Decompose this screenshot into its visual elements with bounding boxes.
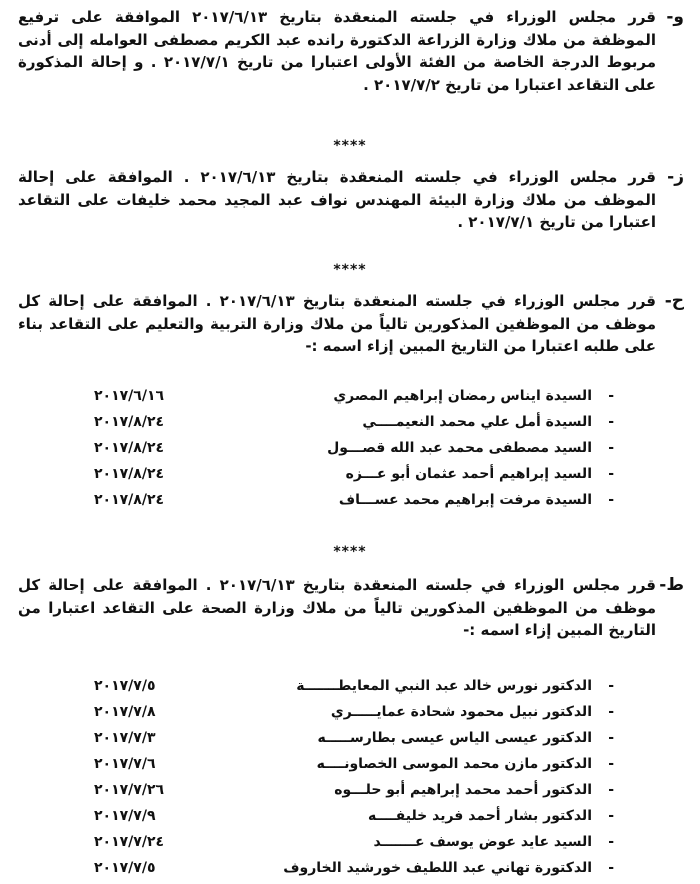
list-item bbox=[94, 676, 614, 702]
list-item-date: ٢٠١٧/٧/٨ bbox=[94, 704, 156, 720]
list-item-date: ٢٠١٧/٧/٦ bbox=[94, 756, 156, 772]
list-item bbox=[94, 806, 614, 832]
decision-ta-letter: ط- bbox=[659, 575, 684, 595]
list-item-dash: - bbox=[608, 834, 614, 850]
list-item-dash: - bbox=[608, 678, 614, 694]
decision-ta-body: قرر مجلس الوزراء في جلسته المنعقدة بتاريخ ٢٠١٧/٦/١٣ . الموافقة على إحالة كل موظف من الموظفين المذكورين تالياً من ملاك وزارة الصحة على التقاعد اعتبارا من التاريخ المبين إزاء اسمه :- bbox=[18, 576, 656, 639]
list-item bbox=[94, 780, 614, 806]
list-item-dash: - bbox=[608, 414, 614, 430]
education-retirees-list bbox=[94, 386, 614, 516]
list-item-dash: - bbox=[608, 730, 614, 746]
decision-ha bbox=[18, 290, 684, 358]
list-item-name: السيد مصطفى محمد عبد الله قصـــول bbox=[327, 440, 592, 456]
list-item-name: السيدة ايناس رمضان إبراهيم المصري bbox=[333, 388, 592, 404]
list-item-name: الدكتور أحمد محمد إبراهيم أبو حلـــوه bbox=[334, 782, 592, 798]
list-item bbox=[94, 728, 614, 754]
decision-waw-text bbox=[18, 6, 684, 96]
list-item-date: ٢٠١٧/٦/١٦ bbox=[94, 388, 165, 404]
separator-stars-1: **** bbox=[333, 138, 367, 154]
list-item-dash: - bbox=[608, 704, 614, 720]
list-item-date: ٢٠١٧/٨/٢٤ bbox=[94, 414, 165, 430]
list-item-date: ٢٠١٧/٨/٢٤ bbox=[94, 466, 165, 482]
decision-ha-text bbox=[18, 290, 684, 358]
list-item-date: ٢٠١٧/٨/٢٤ bbox=[94, 440, 165, 456]
decision-waw bbox=[18, 6, 684, 96]
decision-ha-body: قرر مجلس الوزراء في جلسته المنعقدة بتاريخ ٢٠١٧/٦/١٣ . الموافقة على إحالة كل موظف من الموظفين المذكورين تالياً من ملاك وزارة التربية والتعليم على التقاعد بناء على طلبه اعتبارا من التاريخ المبين إزاء اسمه :- bbox=[18, 292, 656, 355]
list-item bbox=[94, 858, 614, 884]
list-item-date: ٢٠١٧/٧/٣ bbox=[94, 730, 156, 746]
list-item-dash: - bbox=[608, 492, 614, 508]
list-item-dash: - bbox=[608, 782, 614, 798]
list-item bbox=[94, 754, 614, 780]
decision-ha-letter: ح- bbox=[664, 291, 684, 311]
decision-waw-letter: و- bbox=[666, 7, 684, 27]
list-item-name: السيد إبراهيم أحمد عثمان أبو عـــزه bbox=[345, 466, 592, 482]
list-item bbox=[94, 386, 614, 412]
decision-zay-body: قرر مجلس الوزراء في جلسته المنعقدة بتاريخ ٢٠١٧/٦/١٣ . الموافقة على إحالة الموظف من ملاك وزارة البيئة المهندس نواف عبد المجيد محمد خليفات على التقاعد اعتبارا من تاريخ ٢٠١٧/٧/١ . bbox=[18, 168, 656, 231]
list-item bbox=[94, 832, 614, 858]
list-item-dash: - bbox=[608, 860, 614, 876]
decision-zay-text bbox=[18, 166, 684, 234]
list-item-name: السيدة مرفت إبراهيم محمد عســـاف bbox=[338, 492, 592, 508]
list-item bbox=[94, 412, 614, 438]
list-item-date: ٢٠١٧/٧/٥ bbox=[94, 678, 156, 694]
list-item-name: الدكتور بشار أحمد فريد خليفــــه bbox=[368, 808, 592, 824]
list-item-dash: - bbox=[608, 808, 614, 824]
list-item-name: الدكتور عيسى الياس عيسى بطارســـــه bbox=[317, 730, 592, 746]
list-item-dash: - bbox=[608, 756, 614, 772]
list-item-date: ٢٠١٧/٧/٥ bbox=[94, 860, 156, 876]
list-item-name: الدكتور نورس خالد عبد النبي المعايطـــــــة bbox=[296, 678, 592, 694]
list-item-name: الدكتور مازن محمد الموسى الخصاونــــه bbox=[316, 756, 592, 772]
list-item-name: السيد عايد عوض يوسف عـــــــد bbox=[373, 834, 592, 850]
separator-stars-3: **** bbox=[333, 544, 367, 560]
list-item-name: السيدة أمل علي محمد النعيمــــي bbox=[362, 414, 592, 430]
list-item-dash: - bbox=[608, 440, 614, 456]
list-item bbox=[94, 438, 614, 464]
list-item bbox=[94, 464, 614, 490]
list-item-date: ٢٠١٧/٨/٢٤ bbox=[94, 492, 165, 508]
decision-ta-text bbox=[18, 574, 684, 642]
list-item-date: ٢٠١٧/٧/٢٦ bbox=[94, 782, 165, 798]
separator-stars-2: **** bbox=[333, 262, 367, 278]
decision-ta bbox=[18, 574, 684, 642]
list-item-date: ٢٠١٧/٧/٢٤ bbox=[94, 834, 165, 850]
list-item bbox=[94, 702, 614, 728]
list-item-date: ٢٠١٧/٧/٩ bbox=[94, 808, 156, 824]
list-item-name: الدكتور نبيل محمود شحادة عمايـــــري bbox=[330, 704, 592, 720]
list-item-dash: - bbox=[608, 466, 614, 482]
decision-waw-body: قرر مجلس الوزراء في جلسته المنعقدة بتاريخ ٢٠١٧/٦/١٣ الموافقة على ترفيع الموظفة من ملاك وزارة الزراعة الدكتورة رانده عبد الكريم مصطفى العوامله إلى أدنى مربوط الدرجة الخاصة من الفئة الأولى اعتبارا من تاريخ ٢٠١٧/٧/١ . و إحالة المذكورة على التقاعد اعتبارا من تاريخ ٢٠١٧/٧/٢ . bbox=[18, 8, 656, 94]
list-item bbox=[94, 490, 614, 516]
list-item-dash: - bbox=[608, 388, 614, 404]
decision-zay-letter: ز- bbox=[667, 167, 684, 187]
list-item-name: الدكتورة تهاني عبد اللطيف خورشيد الخاروف bbox=[283, 860, 592, 876]
health-retirees-list bbox=[94, 676, 614, 884]
decision-zay bbox=[18, 166, 684, 234]
